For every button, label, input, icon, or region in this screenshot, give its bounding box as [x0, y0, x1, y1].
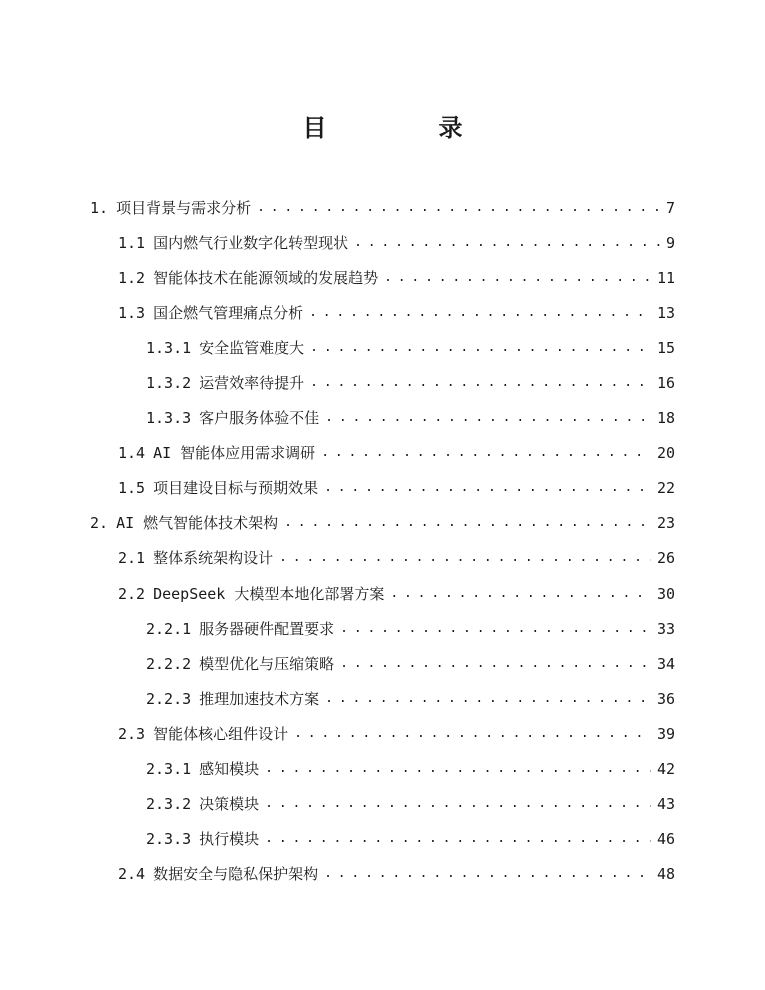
- toc-title: 目 录: [302, 114, 507, 142]
- entry-page-number: 34: [656, 654, 675, 673]
- entry-page-number: 30: [656, 584, 675, 603]
- toc-entry[interactable]: [0, 822, 765, 857]
- dot-leader: [340, 619, 651, 639]
- entry-page-number: 20: [656, 444, 675, 463]
- dot-leader: [384, 268, 651, 288]
- dot-leader: [354, 233, 660, 253]
- dot-leader: [309, 303, 651, 323]
- dot-leader: [279, 548, 651, 568]
- entry-number: 1.3.1: [146, 338, 192, 357]
- entry-page-number: 13: [656, 303, 675, 322]
- toc-entry[interactable]: [0, 260, 765, 295]
- dot-leader: [390, 584, 651, 604]
- entry-number: 2.3.1: [146, 760, 192, 779]
- toc-entry[interactable]: [0, 401, 765, 436]
- toc-entry[interactable]: [0, 541, 765, 576]
- toc-entry[interactable]: [0, 857, 765, 892]
- toc-entry[interactable]: [0, 225, 765, 260]
- toc-entry[interactable]: [0, 436, 765, 471]
- entry-number: 1.3: [118, 303, 146, 322]
- toc-entry[interactable]: [0, 330, 765, 365]
- entry-label: AI 燃气智能体技术架构: [116, 514, 279, 533]
- entry-number: 1.5: [118, 479, 146, 498]
- dot-leader: [265, 829, 651, 849]
- entry-number: 2.4: [118, 865, 146, 884]
- entry-page-number: 9: [665, 233, 675, 252]
- toc-entry[interactable]: [0, 716, 765, 751]
- entry-number: 1.2: [118, 268, 146, 287]
- toc-entry[interactable]: [0, 611, 765, 646]
- entry-number: 1.1: [118, 233, 146, 252]
- entry-label: 数据安全与隐私保护架构: [153, 865, 319, 884]
- entry-number: 2.2: [118, 584, 146, 603]
- entry-page-number: 48: [656, 865, 675, 884]
- entry-number: 2.3: [118, 724, 146, 743]
- entry-number: 1.4: [118, 444, 146, 463]
- entry-label: 服务器硬件配置要求: [199, 619, 335, 638]
- entry-page-number: 22: [656, 479, 675, 498]
- entry-label: 国企燃气管理痛点分析: [153, 303, 304, 322]
- dot-leader: [340, 654, 651, 674]
- entry-page-number: 7: [665, 198, 675, 217]
- toc-entry[interactable]: [0, 576, 765, 611]
- entry-label: 智能体核心组件设计: [153, 724, 289, 743]
- dot-leader: [310, 338, 651, 358]
- entry-label: 感知模块: [199, 760, 260, 779]
- entry-page-number: 23: [656, 514, 675, 533]
- dot-leader: [324, 478, 651, 498]
- entry-page-number: 36: [656, 689, 675, 708]
- entry-number: 2.3.2: [146, 795, 192, 814]
- dot-leader: [294, 724, 651, 744]
- entry-label: 项目背景与需求分析: [116, 198, 252, 217]
- entry-number: 1.: [90, 198, 109, 217]
- entry-number: 2.1: [118, 549, 146, 568]
- entry-label: AI 智能体应用需求调研: [153, 444, 316, 463]
- entry-page-number: 46: [656, 830, 675, 849]
- dot-leader: [325, 689, 651, 709]
- entry-number: 1.3.3: [146, 409, 192, 428]
- dot-leader: [265, 759, 651, 779]
- toc-entry[interactable]: [0, 471, 765, 506]
- entry-page-number: 39: [656, 724, 675, 743]
- entry-page-number: 42: [656, 760, 675, 779]
- entry-label: 模型优化与压缩策略: [199, 654, 335, 673]
- entry-page-number: 11: [656, 268, 675, 287]
- dot-leader: [284, 513, 651, 533]
- dot-leader: [325, 408, 651, 428]
- entry-number: 2.2.3: [146, 689, 192, 708]
- entry-label: 决策模块: [199, 795, 260, 814]
- dot-leader: [257, 198, 660, 218]
- entry-number: 2.2.1: [146, 619, 192, 638]
- entry-page-number: 15: [656, 338, 675, 357]
- entry-label: DeepSeek 大模型本地化部署方案: [153, 584, 385, 603]
- dot-leader: [321, 443, 651, 463]
- entry-label: 国内燃气行业数字化转型现状: [153, 233, 349, 252]
- dot-leader: [324, 864, 651, 884]
- entry-label: 运营效率待提升: [199, 374, 305, 393]
- entry-number: 2.3.3: [146, 830, 192, 849]
- toc-list: [0, 190, 765, 892]
- toc-entry[interactable]: [0, 752, 765, 787]
- entry-label: 智能体技术在能源领域的发展趋势: [153, 268, 379, 287]
- entry-label: 整体系统架构设计: [153, 549, 274, 568]
- toc-entry[interactable]: [0, 506, 765, 541]
- toc-entry[interactable]: [0, 295, 765, 330]
- entry-label: 安全监管难度大: [199, 338, 305, 357]
- entry-label: 推理加速技术方案: [199, 689, 320, 708]
- entry-page-number: 18: [656, 409, 675, 428]
- entry-page-number: 33: [656, 619, 675, 638]
- dot-leader: [310, 373, 651, 393]
- toc-entry[interactable]: [0, 787, 765, 822]
- entry-number: 1.3.2: [146, 374, 192, 393]
- toc-entry[interactable]: [0, 681, 765, 716]
- entry-page-number: 26: [656, 549, 675, 568]
- dot-leader: [265, 794, 651, 814]
- toc-entry[interactable]: [0, 646, 765, 681]
- entry-number: 2.: [90, 514, 109, 533]
- entry-page-number: 43: [656, 795, 675, 814]
- toc-entry[interactable]: [0, 365, 765, 400]
- toc-entry[interactable]: [0, 190, 765, 225]
- entry-label: 执行模块: [199, 830, 260, 849]
- entry-label: 项目建设目标与预期效果: [153, 479, 319, 498]
- entry-number: 2.2.2: [146, 654, 192, 673]
- entry-page-number: 16: [656, 374, 675, 393]
- entry-label: 客户服务体验不佳: [199, 409, 320, 428]
